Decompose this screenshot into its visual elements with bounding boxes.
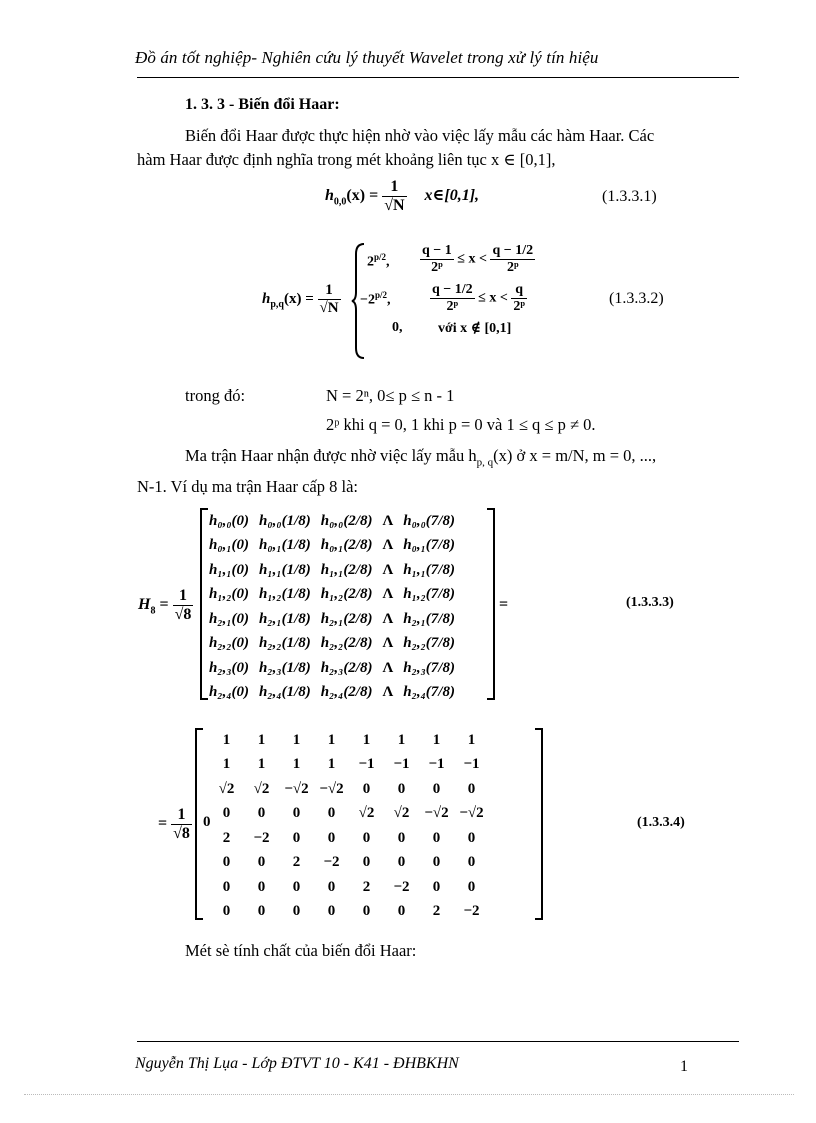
- eq3-cell: h₂,₄(2/8): [320, 684, 373, 701]
- eq2-case3-value: 0,: [392, 320, 403, 335]
- outro-line: Mét sè tính chất của biến đổi Haar:: [185, 941, 417, 960]
- eq3-cell: Λ: [382, 635, 394, 652]
- eq4-cell: −√2: [284, 780, 309, 797]
- where-label: trong đó:: [185, 386, 246, 405]
- eq4-cell: 1: [397, 731, 406, 748]
- eq3-cell: h₂,₃(2/8): [320, 659, 373, 676]
- eq2-case2-rnum: q: [511, 282, 527, 299]
- eq4-fraction: [171, 806, 192, 843]
- eq2-case1-mid: ≤ x <: [457, 251, 487, 267]
- eq4-row: [209, 728, 489, 753]
- eq4-cell: 0: [257, 878, 266, 895]
- eq4-cell: 0: [362, 903, 371, 920]
- eq3-cell: h₀,₁(0): [209, 537, 250, 554]
- matrix-intro-sub: p, q: [476, 456, 494, 469]
- eq3-cell: h₁,₂(1/8): [259, 586, 311, 603]
- eq4-cell: −2: [463, 903, 480, 920]
- eq2-lhs: h: [262, 290, 271, 307]
- eq4-cell: 0: [467, 780, 476, 797]
- eq4-cell: 0: [292, 878, 301, 895]
- eq4-cell: 1: [292, 756, 301, 773]
- eq3-row: [204, 681, 460, 706]
- eq2-case2-value: $-2^{p/2}$,: [360, 290, 391, 308]
- footer-author: Nguyễn Thị Lụa - Lớp ĐTVT 10 - K41 - ĐHBKHN: [135, 1055, 459, 1072]
- eq4-cell: 0: [397, 780, 406, 797]
- eq2-den: √N: [319, 300, 339, 316]
- eq2-case3-condition: với x ∉ [0,1]: [438, 321, 512, 336]
- eq3-cell: h₂,₂(2/8): [320, 635, 373, 652]
- eq4-cell: 0: [432, 878, 441, 895]
- eq3-row: [204, 656, 460, 681]
- eq4-cell: 0: [222, 805, 231, 822]
- eq3-cell: h₁,₂(0): [209, 586, 250, 603]
- eq3-cell: Λ: [382, 537, 394, 554]
- eq4-equals: =: [158, 815, 168, 833]
- eq4-cell: −2: [253, 829, 270, 846]
- eq3-row: [204, 583, 460, 608]
- eq2-case2-base: −2: [360, 292, 375, 308]
- eq4-cell: 0: [292, 829, 301, 846]
- eq2-case2-mid: ≤ x <: [478, 290, 508, 306]
- eq1-arg: (x) =: [346, 187, 379, 205]
- matrix-intro-end: (x) ở x = m/N, m = 0, ...,: [493, 446, 657, 465]
- eq2-lhs-group: [262, 282, 341, 317]
- eq4-cell: 0: [327, 829, 336, 846]
- eq4-cell: −1: [428, 756, 445, 773]
- eq2-case1-lden: 2ᵖ: [431, 260, 443, 275]
- eq4-cell: −√2: [319, 780, 344, 797]
- eq4-cell: 0: [257, 903, 266, 920]
- eq4-right-bracket: [535, 728, 543, 920]
- eq3-cell: Λ: [382, 561, 394, 578]
- eq3-cell: h₀,₁(7/8): [403, 537, 455, 554]
- eq4-cell: 1: [222, 756, 231, 773]
- eq4-row: [209, 851, 489, 876]
- intro-line-2: hàm Haar được định nghĩa trong mét khoảng liên tục x ∈ [0,1],: [137, 150, 556, 169]
- eq3-cell: h₂,₂(7/8): [403, 635, 455, 652]
- running-header: Đồ án tốt nghiệp- Nghiên cứu lý thuyết Wavelet trong xử lý tín hiệu: [135, 48, 599, 67]
- intro-line-1: Biến đổi Haar được thực hiện nhờ vào việc lấy mẫu các hàm Haar. Các: [185, 126, 655, 145]
- eq4-cell: −√2: [424, 805, 449, 822]
- eq4-cell: √2: [358, 805, 375, 822]
- eq3-row: [204, 534, 460, 559]
- equation-1: [325, 178, 479, 215]
- eq4-cell: 0: [222, 903, 231, 920]
- eq3-cell: Λ: [382, 610, 394, 627]
- eq1-num: 1: [382, 178, 406, 197]
- eq3-lhs-group: [138, 587, 193, 624]
- eq4-cell: −√2: [459, 805, 484, 822]
- eq4-cell: 0: [432, 854, 441, 871]
- eq4-cell: 2: [362, 878, 371, 895]
- eq1-number: (1.3.3.1): [602, 188, 657, 205]
- eq4-cell: −1: [463, 756, 480, 773]
- eq4-number: (1.3.3.4): [637, 815, 685, 830]
- eq3-matrix: [204, 509, 460, 705]
- eq4-cell: 1: [257, 731, 266, 748]
- eq4-cell: −2: [323, 854, 340, 871]
- eq3-cell: h₂,₁(7/8): [403, 610, 455, 627]
- eq4-den: √8: [173, 825, 190, 842]
- eq3-cell: h₀,₁(2/8): [320, 537, 373, 554]
- eq4-row: [209, 802, 489, 827]
- eq2-num: 1: [318, 282, 341, 300]
- eq2-case2-lnum: q − 1/2: [432, 282, 473, 297]
- eq3-cell: h₂,₃(1/8): [259, 659, 311, 676]
- eq4-num: 1: [171, 806, 192, 825]
- section-heading: 1. 3. 3 - Biến đổi Haar:: [185, 96, 340, 113]
- eq3-cell: h₀,₀(0): [209, 512, 250, 529]
- eq2-sub: p,q: [270, 298, 284, 310]
- eq4-cell: 1: [292, 731, 301, 748]
- eq4-cell: 0: [397, 829, 406, 846]
- eq1-fraction: [382, 178, 406, 215]
- eq3-cell: Λ: [382, 684, 394, 701]
- eq3-cell: h₂,₁(1/8): [259, 610, 311, 627]
- eq3-cell: h₂,₃(7/8): [403, 659, 455, 676]
- eq4-cell: 0: [397, 903, 406, 920]
- eq3-number: (1.3.3.3): [626, 595, 674, 610]
- eq4-cell: 0: [362, 780, 371, 797]
- eq2-case2-exp: p/2: [374, 290, 387, 300]
- eq4-cell: 0: [327, 878, 336, 895]
- eq2-arg: (x) =: [283, 290, 314, 307]
- eq4-cell: 0: [257, 854, 266, 871]
- eq3-cell: h₀,₀(7/8): [403, 512, 455, 529]
- eq4-cell: 0: [292, 805, 301, 822]
- eq2-case1-base: 2: [367, 254, 374, 270]
- eq4-cell: 1: [432, 731, 441, 748]
- eq4-cell: 0: [397, 854, 406, 871]
- eq3-lhs: H: [138, 596, 151, 614]
- eq3-row: [204, 509, 460, 534]
- eq4-cell: 2: [222, 829, 231, 846]
- eq4-cell: 1: [327, 756, 336, 773]
- eq4-cell: 2: [292, 854, 301, 871]
- eq4-row: [209, 753, 489, 778]
- eq3-fraction: [173, 587, 194, 624]
- eq4-cell: 1: [257, 756, 266, 773]
- eq3-cell: h₂,₁(0): [209, 610, 250, 627]
- eq3-cell: h₀,₁(1/8): [259, 537, 311, 554]
- eq2-case1-rnum: q − 1/2: [492, 243, 534, 258]
- eq4-cell: 1: [362, 731, 371, 748]
- eq3-cell: h₂,₄(7/8): [403, 684, 455, 701]
- eq3-cell: h₁,₁(2/8): [320, 561, 373, 578]
- eq4-lhs-group: [158, 806, 192, 843]
- matrix-intro-line-1: [185, 444, 656, 474]
- eq4-extra-zero: 0: [203, 814, 211, 830]
- eq4-cell: 0: [327, 903, 336, 920]
- eq4-row: [209, 875, 489, 900]
- eq3-cell: h₂,₃(0): [209, 659, 250, 676]
- eq1-lhs: h: [325, 187, 334, 205]
- eq4-row: [209, 826, 489, 851]
- eq3-num: 1: [173, 587, 194, 606]
- eq4-cell: 0: [222, 878, 231, 895]
- eq3-cell: h₁,₁(7/8): [403, 561, 455, 578]
- eq3-cell: h₀,₀(1/8): [259, 512, 311, 529]
- eq2-fraction: [318, 282, 341, 317]
- eq4-cell: 0: [327, 805, 336, 822]
- eq4-cell: −1: [358, 756, 375, 773]
- eq4-row: [209, 777, 489, 802]
- eq4-left-bracket: [195, 728, 203, 920]
- eq4-cell: 1: [327, 731, 336, 748]
- eq3-trailing-equals: =: [499, 596, 509, 613]
- footer-rule: [137, 1041, 739, 1042]
- eq3-cell: Λ: [382, 659, 394, 676]
- where-line-2: 2ᵖ khi q = 0, 1 khi p = 0 và 1 ≤ q ≤ p ≠ 0.: [326, 415, 596, 434]
- eq4-cell: 2: [432, 903, 441, 920]
- eq3-cell: h₁,₁(0): [209, 561, 250, 578]
- eq3-right-bracket: [487, 508, 495, 700]
- eq3-cell: h₂,₄(0): [209, 684, 250, 701]
- eq4-cell: 1: [222, 731, 231, 748]
- eq4-cell: 0: [362, 829, 371, 846]
- eq2-case1-rden: 2ᵖ: [506, 260, 519, 275]
- eq3-cell: h₂,₁(2/8): [320, 610, 373, 627]
- eq2-case2-lden: 2ᵖ: [446, 299, 459, 314]
- eq4-cell: √2: [393, 805, 410, 822]
- eq1-den: √N: [384, 197, 405, 214]
- eq2-case1-exp: p/2: [374, 252, 387, 262]
- eq3-cell: Λ: [382, 586, 394, 603]
- eq3-cell: Λ: [382, 512, 394, 529]
- where-line-1: N = 2ⁿ, 0≤ p ≤ n - 1: [326, 386, 455, 405]
- eq2-case1-lnum: q − 1: [422, 243, 452, 258]
- eq3-row: [204, 558, 460, 583]
- eq4-row: [209, 900, 489, 925]
- eq3-cell: h₀,₀(2/8): [320, 512, 373, 529]
- eq3-cell: h₂,₂(1/8): [259, 635, 311, 652]
- eq2-case2-condition: [430, 282, 527, 315]
- eq3-row: [204, 632, 460, 657]
- eq4-cell: 0: [432, 780, 441, 797]
- eq4-cell: 0: [257, 805, 266, 822]
- header-rule: [137, 77, 739, 78]
- eq4-cell: 0: [467, 854, 476, 871]
- eq4-cell: 0: [362, 854, 371, 871]
- eq1-sub: 0,0: [333, 196, 347, 208]
- matrix-intro-text: Ma trận Haar nhận được nhờ việc lấy mẫu h: [185, 446, 477, 465]
- eq4-cell: √2: [253, 780, 270, 797]
- eq4-cell: √2: [218, 780, 235, 797]
- eq4-cell: 0: [432, 829, 441, 846]
- eq4-cell: −1: [393, 756, 410, 773]
- eq3-equals: =: [159, 596, 169, 614]
- eq4-cell: 0: [467, 829, 476, 846]
- eq2-number: (1.3.3.2): [609, 290, 664, 307]
- eq3-row: [204, 607, 460, 632]
- eq1-condition: x∈[0,1],: [424, 187, 480, 205]
- eq3-lhs-sub: 8: [150, 605, 156, 617]
- eq4-cell: 0: [222, 854, 231, 871]
- eq2-case2-rden: 2ᵖ: [513, 299, 525, 314]
- page-boundary-line: [24, 1094, 794, 1095]
- eq3-cell: h₂,₂(0): [209, 635, 250, 652]
- page-number: 1: [680, 1058, 688, 1075]
- eq4-cell: 0: [292, 903, 301, 920]
- eq3-cell: h₁,₁(1/8): [259, 561, 311, 578]
- eq4-cell: 0: [467, 878, 476, 895]
- eq3-den: √8: [174, 606, 192, 623]
- eq2-case1-value: $2^{p/2}$,: [367, 252, 390, 270]
- eq2-case1-condition: [420, 243, 535, 276]
- matrix-intro-line-2: N-1. Ví dụ ma trận Haar cấp 8 là:: [137, 477, 358, 496]
- eq4-cell: 1: [467, 731, 476, 748]
- eq4-matrix: [209, 728, 489, 924]
- eq4-cell: −2: [393, 878, 410, 895]
- eq3-cell: h₁,₂(2/8): [320, 586, 373, 603]
- eq3-cell: h₁,₂(7/8): [403, 586, 455, 603]
- eq3-cell: h₂,₄(1/8): [259, 684, 311, 701]
